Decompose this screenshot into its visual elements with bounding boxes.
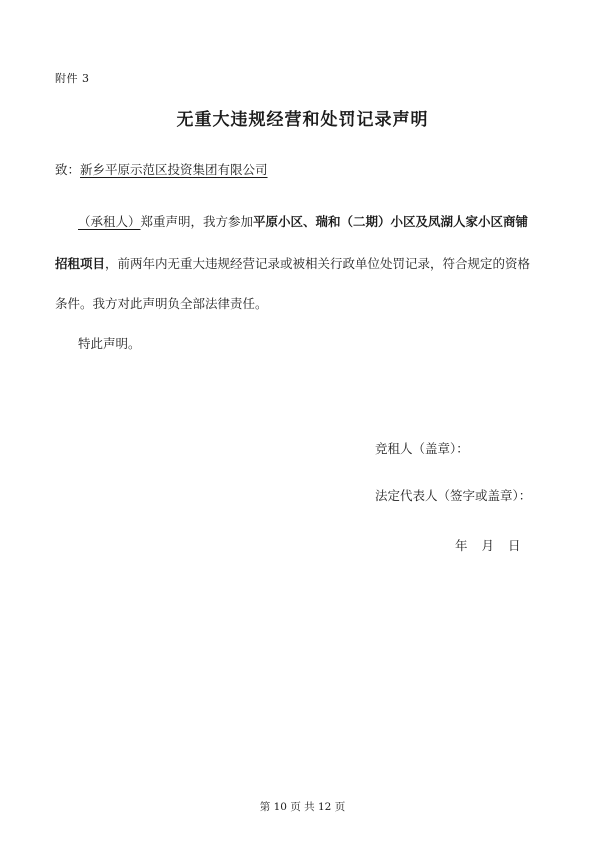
tenant-placeholder: （承租人） [78,214,141,229]
body-line-2 [55,254,530,272]
responsibility-statement: 条件。我方对此声明负全部法律责任。 [55,296,268,311]
project-name-part2: 招租项目 [55,256,106,271]
bidder-signature-label: 竞租人（盖章）： [375,441,469,456]
project-name-part1: 平原小区、瑞和（二期）小区及凤湖人家小区商铺 [253,214,529,229]
declaration-text: 郑重声明，我方参加 [140,214,254,229]
body-line-1 [78,212,528,230]
body-line-4 [78,334,141,352]
addressee-line [55,160,268,178]
signature-date: 年 月 日 [455,538,521,553]
page-footer: 第 10 页 共 12 页 [259,801,346,813]
closing-statement: 特此声明。 [78,336,141,351]
declaration-continued: ，前两年内无重大违规经营记录或被相关行政单位处罚记录，符合规定的资格 [105,256,531,271]
addressee-company: 新乡平原示范区投资集团有限公司 [80,162,268,177]
legal-rep-signature-label: 法定代表人（签字或盖章）： [375,488,532,503]
body-line-3 [55,294,268,312]
addressee-prefix: 致： [55,162,81,177]
attachment-label: 附件 3 [55,72,90,85]
page-title: 无重大违规经营和处罚记录声明 [176,110,429,130]
